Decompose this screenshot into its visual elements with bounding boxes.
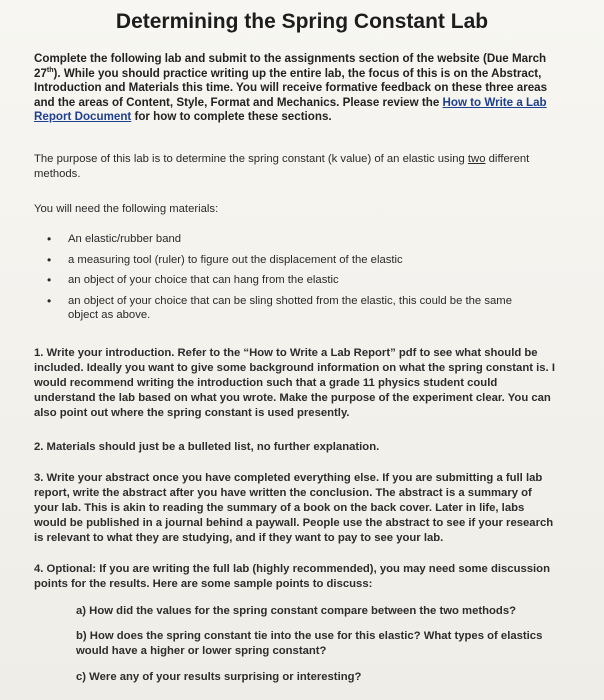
purpose-text-end: different methods. [34,153,530,180]
step-2-paragraph: 2. Materials should just be a bulleted list, no further explanation. [34,441,380,453]
list-item [42,253,542,268]
intro-text: Complete the following lab and submit to the assignments section of the website (Due March 27 [34,52,547,80]
step-3-paragraph: 3. Write your abstract once you have completed everything else. If you are submitting a full lab report, write the abstract after you have written the conclusion. The abstract is a summary of your lab. This is akin to reading the summary of a book on the back cover. Later in life, labs would be published in a journal behind a paywall. People use the abstract to see if your research is relevant to what they are studying, and if they want to pay to see your lab. [34,472,554,544]
lab-report-link[interactable]: How to Write a Lab Report Document [34,95,547,124]
list-item [42,294,542,323]
bullet-icon: • [47,273,52,287]
date-superscript: th [46,66,54,74]
materials-heading: You will need the following materials: [34,203,219,215]
page-title: Determining the Spring Constant Lab [115,10,489,33]
list-item [42,273,542,288]
bullet-icon: • [47,252,52,267]
discussion-point-c: c) Were any of your results surprising or interesting? [76,671,362,683]
step-4-paragraph: 4. Optional: If you are writing the full lab (highly recommended), you may need some discussion points for the results. Here are some sample points to discuss: [34,563,550,590]
material-text: An elastic/rubber band [68,233,182,245]
materials-list [42,232,542,329]
discussion-point-b: b) How does the spring constant tie into the use for this elastic? What types of elastics would have a higher or lower spring constant? [76,630,543,657]
intro-paragraph [34,52,554,125]
bullet-icon: • [47,232,52,246]
intro-text-end: for how to complete these sections. [131,110,332,124]
purpose-paragraph [34,152,554,181]
intro-text-2: ). While you should practice writing up the entire lab, the focus of this is on the Abstract, Introduction and Materials this time. You will receive formative feedback on these three areas and the areas of Content, Style, Format and Mechanics. Please review the [34,66,548,109]
purpose-underlined: two [467,153,486,165]
purpose-text: The purpose of this lab is to determine the spring constant (k value) of an elastic using [34,153,468,165]
material-text: an object of your choice that can be sling shotted from the elastic, this could be the same object as above. [68,294,512,321]
step-1-paragraph: 1. Write your introduction. Refer to the “How to Write a Lab Report” pdf to see what should be included. Ideally you want to give some background information on what the spring constant is. I would recommend writing the introduction such that a grade 11 physics student could understand the lab based on what you wrote. Make the purpose of the experiment clear. You can also point out where the spring constant is used presently. [34,347,555,419]
material-text: an object of your choice that can hang from the elastic [68,274,339,286]
discussion-point-a: a) How did the values for the spring constant compare between the two methods? [76,605,517,617]
list-item [42,232,542,247]
material-text: a measuring tool (ruler) to figure out the displacement of the elastic [68,253,403,266]
bullet-icon: • [47,293,52,308]
